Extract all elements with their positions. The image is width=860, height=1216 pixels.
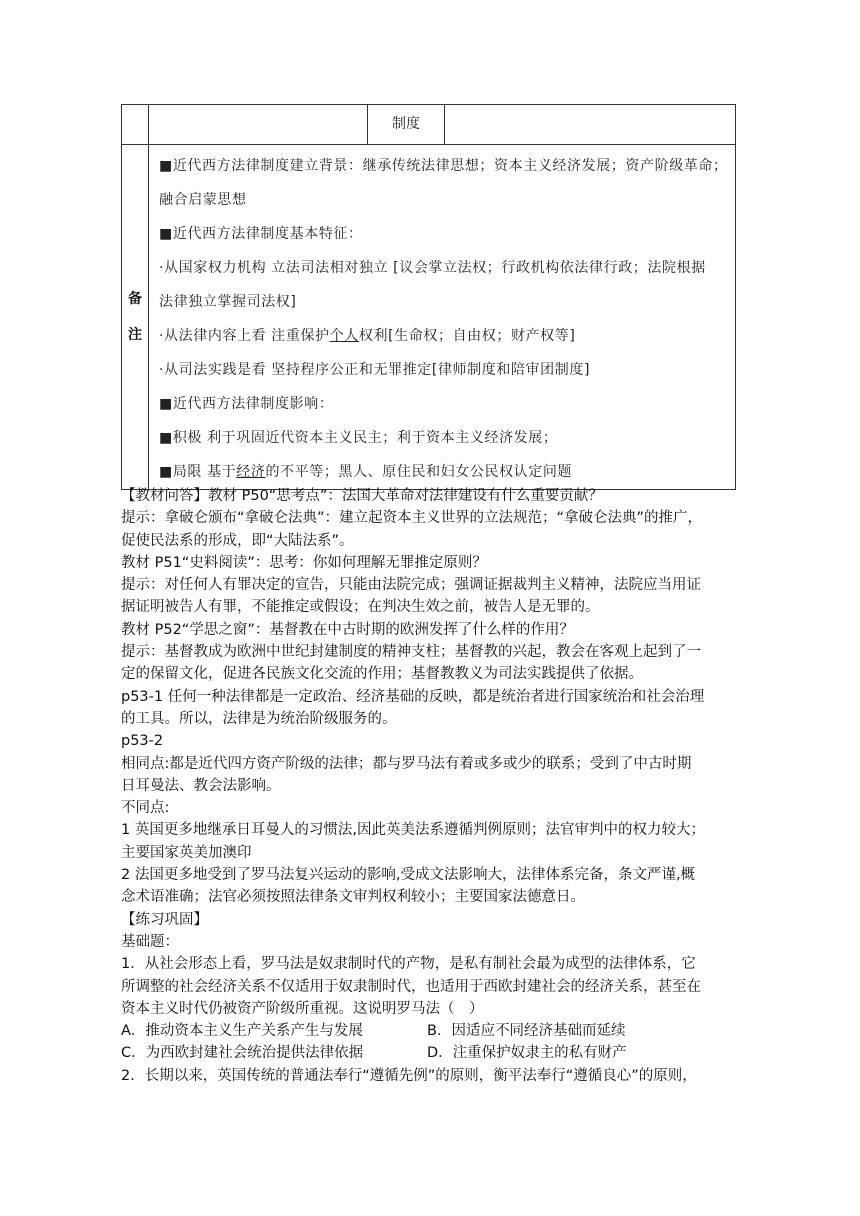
options-row (121, 1042, 736, 1064)
note-label-char-1: 备 (128, 291, 142, 307)
note-line: ■近代西方法律制度建立背景：继承传统法律思想；资本主义经济发展；资产阶级革命； (159, 158, 728, 174)
body-line: 资本主义时代仍被资产阶级所重视。这说明罗马法（ ） (121, 1000, 484, 1017)
body-line: 促使民法系的形成，即“大陆法系”。 (121, 532, 354, 549)
body-line: 基础题： (121, 933, 179, 950)
note-line: ■积极 利于巩固近代资本主义民主；利于资本主义经济发展； (159, 430, 558, 446)
body-line: 主要国家英美加澳印 (121, 844, 252, 861)
options-row (121, 1020, 736, 1042)
option-a: A．推动资本主义生产关系产生与发展 (121, 1023, 363, 1040)
body-line: 念术语准确；法官必须按照法律条文审判权利较小；主要国家法德意日。 (121, 889, 585, 906)
body-line: 1 英国更多地继承日耳曼人的习惯法,因此英美法系遵循判例原则；法官审判中的权力较大； (121, 822, 705, 839)
option-d: D．注重保护奴隶主的私有财产 (427, 1045, 627, 1062)
body-line: 据证明被告人有罪，不能推定或假设；在判决生效之前，被告人是无罪的。 (121, 599, 600, 616)
body-line: 提示：拿破仑颁布“拿破仑法典”：建立起资本主义世界的立法规范；“拿破仑法典”的推广， (121, 510, 703, 527)
notes-cell (149, 145, 736, 490)
body-line: 教材 P51“史料阅读”：思考：你如何理解无罪推定原则？ (121, 554, 487, 571)
table-cell-empty (122, 105, 149, 145)
table-cell-system (368, 105, 445, 145)
note-line: ■近代西方法律制度影响： (159, 396, 334, 412)
note-line: ·从司法实践是看 坚持程序公正和无罪推定[律师制度和陪审团制度] (159, 362, 591, 378)
note-line (159, 319, 735, 353)
note-line: ■近代西方法律制度基本特征： (159, 226, 363, 242)
body-line: 不同点: (121, 800, 170, 817)
body-line: 2．长期以来，英国传统的普通法奉行“遵循先例”的原则，衡平法奉行“遵循良心”的原则， (121, 1067, 697, 1084)
note-underlined-text: 个人 (329, 328, 359, 344)
note-label-cell (122, 145, 149, 490)
body-line: 提示：基督教成为欧洲中世纪封建制度的精神支柱；基督教的兴起，教会在客观上起到了一 (121, 644, 701, 661)
body-line: 定的保留文化，促进各民族文化交流的作用；基督教教义为司法实践提供了依据。 (121, 666, 643, 683)
body-line: 提示：对任何人有罪决定的宣告，只能由法院完成；强调证据裁判主义精神，法院应当用证 (121, 577, 701, 594)
note-text: ■局限 基于 (159, 464, 237, 480)
body-line: 【教材问答】教材 P50“思考点”：法国大革命对法律建设有什么重要贡献？ (121, 488, 603, 504)
body-line: 日耳曼法、教会法影响。 (121, 777, 281, 794)
body-line: 教材 P52“学思之窗”：基督教在中古时期的欧洲发挥了什么样的作用？ (121, 621, 574, 638)
note-label-char-2: 注 (128, 327, 142, 343)
option-c: C．为西欧封建社会统治提供法律依据 (121, 1045, 364, 1062)
table-cell-empty (149, 105, 368, 145)
notes-table (121, 104, 736, 490)
body-line: 所调整的社会经济关系不仅适用于奴隶制时代，也适用于西欧封建社会的经济关系，甚至在 (121, 978, 701, 995)
body-line: p53-2 (121, 733, 164, 750)
body-line: p53-1 任何一种法律都是一定政治、经济基础的反映，都是统治者进行国家统治和社会治理 (121, 688, 705, 705)
body-line: 的工具。所以，法律是为统治阶级服务的。 (121, 710, 397, 727)
note-text: 权利[生命权；自由权；财产权等] (358, 328, 576, 344)
body-line: 1．从社会形态上看，罗马法是奴隶制时代的产物，是私有制社会最为成型的法律体系，它 (121, 956, 696, 973)
note-text: 的不平等；黑人、原住民和妇女公民权认定问题 (265, 464, 573, 480)
option-b: B．因适应不同经济基础而延续 (427, 1023, 626, 1040)
note-underlined-text: 经济 (236, 464, 266, 480)
note-line: ·从国家权力机构 立法司法相对独立 [议会掌立法权；行政机构依法律行政；法院根据 (159, 260, 706, 276)
note-line: 融合启蒙思想 (159, 192, 247, 208)
body-line: 相同点:都是近代四方资产阶级的法律；都与罗马法有着或多或少的联系；受到了中古时期 (121, 755, 692, 772)
note-text: ·从法律内容上看 注重保护 (159, 328, 330, 344)
body-line: 2 法国更多地受到了罗马法复兴运动的影响,受成文法影响大，法律体系完备，条文严谨,概 (121, 867, 696, 884)
table-cell-empty (445, 105, 736, 145)
note-line (159, 455, 735, 489)
document-body (121, 485, 736, 1087)
cell-text-system: 制度 (392, 116, 420, 132)
note-line: 法律独立掌握司法权] (159, 294, 297, 310)
body-line: 【练习巩固】 (121, 911, 208, 928)
